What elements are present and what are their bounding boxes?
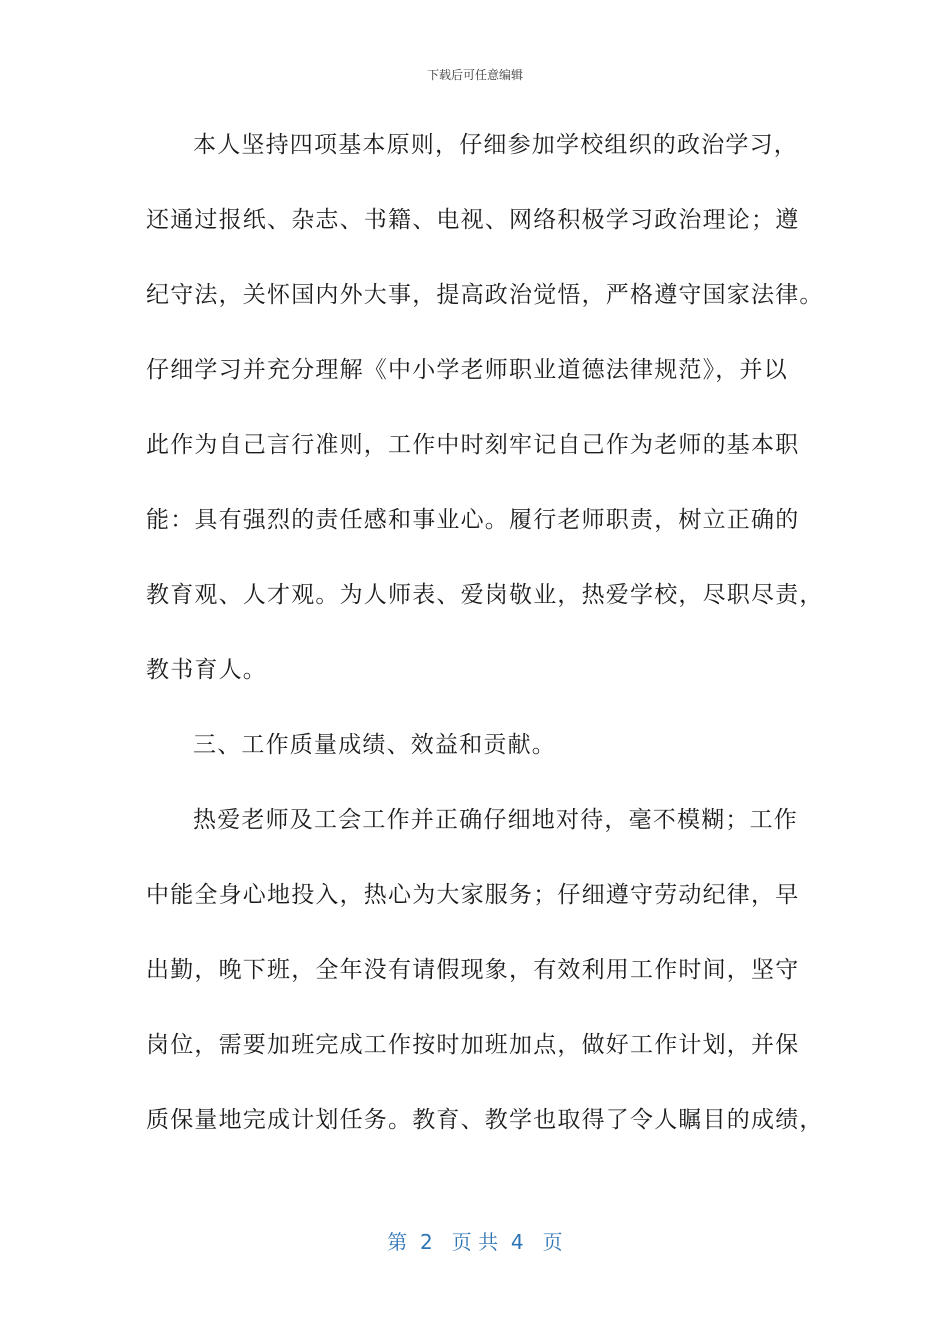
paragraph-line: 中能全身心地投入，热心为大家服务；仔细遵守劳动纪律，早: [146, 882, 800, 908]
paragraph-line: 本人坚持四项基本原则，仔细参加学校组织的政治学习，: [193, 132, 798, 158]
section-heading: 三、工作质量成绩、效益和贡献。: [193, 732, 556, 758]
paragraph-line: 还通过报纸、杂志、书籍、电视、网络积极学习政治理论；遵: [146, 207, 800, 233]
paragraph-line: 纪守法，关怀国内外大事，提高政治觉悟，严格遵守国家法律。: [146, 282, 824, 308]
paragraph-line: 岗位，需要加班完成工作按时加班加点，做好工作计划，并保: [146, 1032, 800, 1058]
paragraph-line: 教书育人。: [146, 657, 267, 683]
paragraph-line: 质保量地完成计划任务。教育、教学也取得了令人瞩目的成绩，: [146, 1107, 824, 1133]
page-number-footer: 第 2 页 共 4 页: [387, 1230, 563, 1254]
paragraph-line: 此作为自己言行准则，工作中时刻牢记自己作为老师的基本职: [146, 432, 800, 458]
paragraph-line: 能：具有强烈的责任感和事业心。履行老师职责，树立正确的: [146, 507, 800, 533]
paragraph-line: 出勤，晚下班，全年没有请假现象，有效利用工作时间，坚守: [146, 957, 800, 983]
paragraph-line: 教育观、人才观。为人师表、爱岗敬业，热爱学校，尽职尽责，: [146, 582, 824, 608]
header-note: 下载后可任意编辑: [426, 68, 523, 82]
paragraph-line: 仔细学习并充分理解《中小学老师职业道德法律规范》，并以: [146, 357, 788, 383]
paragraph-line: 热爱老师及工会工作并正确仔细地对待，毫不模糊；工作: [193, 807, 798, 833]
